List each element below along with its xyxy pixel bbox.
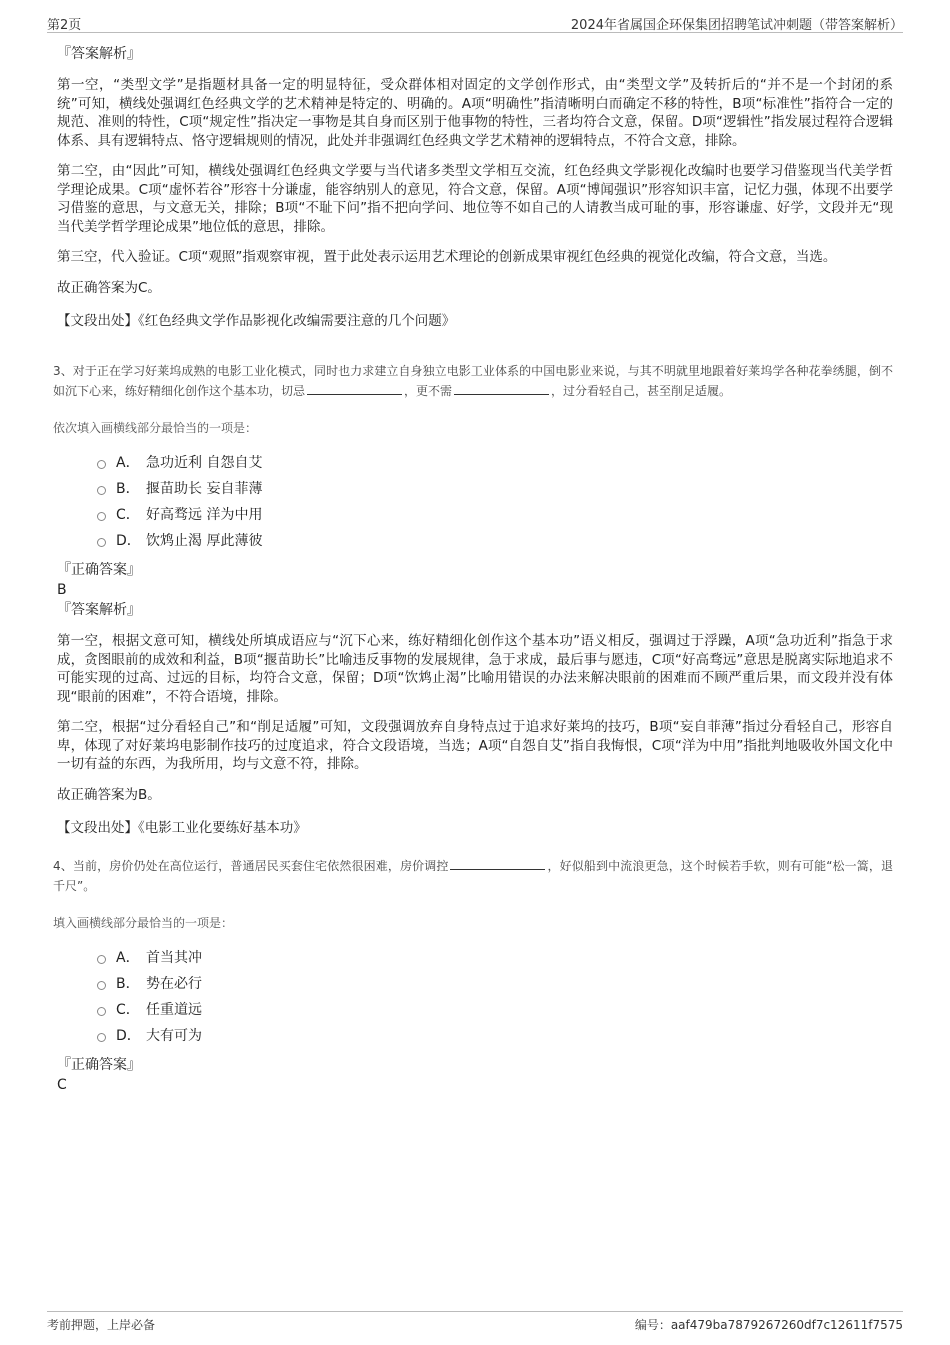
option-c[interactable]: C． 好高骛远 洋为中用 <box>97 502 893 528</box>
correct-answer: B <box>57 582 67 598</box>
fill-blank <box>450 857 545 870</box>
option-d[interactable]: D． 大有可为 <box>97 1023 893 1049</box>
radio-icon[interactable] <box>97 512 106 521</box>
radio-icon[interactable] <box>97 460 106 469</box>
footer-slogan: 考前押题，上岸必备 <box>47 1318 156 1332</box>
page-content <box>53 44 893 1095</box>
question-prompt: 填入画横线部分最恰当的一项是： <box>53 916 234 930</box>
radio-icon[interactable] <box>97 538 106 547</box>
option-list <box>97 945 893 1049</box>
answer-tag: 『正确答案』 <box>57 1057 141 1073</box>
option-c[interactable]: C． 任重道远 <box>97 997 893 1023</box>
page-footer <box>47 1311 903 1336</box>
conclusion: 故正确答案为B。 <box>57 786 161 803</box>
option-d[interactable]: D． 饮鸩止渴 厚此薄彼 <box>97 528 893 554</box>
option-a[interactable]: A． 首当其冲 <box>97 945 893 971</box>
document-code: 编号：aaf479ba7879267260df7c12611f7575 <box>634 1318 903 1332</box>
page-header <box>47 12 903 33</box>
analysis-paragraph: 第二空，由“因此”可知，横线处强调红色经典文学要与当代诸多类型文学相互交流，红色经典文学影视化改编时也要学习借鉴现当代美学哲学理论成果。C项“虚怀若谷”形容十分谦虚，能容纳别人的意见，符合文意，保留。A项“博闻强识”形容知识丰富，记忆力强，体现不出要学习借鉴的意思，与文意无关，排除；B项“不耻下问”指不把向学问、地位等不如自己的人请教当成可耻的事，形容谦虚、好学，文段并无“现当代美学哲学理论成果”地位低的意思，排除。 <box>57 163 893 235</box>
analysis-paragraph: 第三空，代入验证。C项“观照”指观察审视，置于此处表示运用艺术理论的创新成果审视红色经典的视觉化改编，符合文意，当选。 <box>57 249 837 265</box>
analysis-paragraph: 第二空，根据“过分看轻自己”和“削足适履”可知，文段强调放弃自身特点过于追求好莱坞的技巧，B项“妄自菲薄”指过分看轻自己，形容自卑，体现了对好莱坞电影制作技巧的过度追求，符合文段语境，当选；A项“自怨自艾”指自我悔恨，C项“洋为中用”指批判地吸收外国文化中一切有益的东西，为我所用，均与文意不符，排除。 <box>57 719 893 772</box>
analysis-paragraph: 第一空，根据文意可知，横线处所填成语应与“沉下心来，练好精细化创作这个基本功”语义相反，强调过于浮躁，A项“急功近利”指急于求成，贪图眼前的成效和利益，B项“揠苗助长”比喻违反事物的发展规律，急于求成，最后事与愿违，C项“好高骛远”意思是脱离实际地追求不可能实现的过高、过远的目标，均符合文意，保留；D项“饮鸩止渴”比喻用错误的办法来解决眼前的困难而不顾严重后果，而文段并没有体现“眼前的困难”，不符合语境，排除。 <box>57 633 893 705</box>
radio-icon[interactable] <box>97 955 106 964</box>
question-stem: 3、对于正在学习好莱坞成熟的电影工业化模式，同时也力求建立自身独立电影工业体系的中国电影业来说，与其不明就里地跟着好莱坞学各种花拳绣腿，倒不如沉下心来，练好精细化创作这个基本功，切忌 ，更不需 ，过分看轻自己，甚至削足适履。 <box>53 364 893 398</box>
option-b[interactable]: B． 揠苗助长 妄自菲薄 <box>97 476 893 502</box>
correct-answer: C <box>57 1077 67 1093</box>
analysis-tag: 『答案解析』 <box>57 602 141 618</box>
answer-tag: 『正确答案』 <box>57 562 141 578</box>
fill-blank <box>454 382 549 395</box>
radio-icon[interactable] <box>97 1033 106 1042</box>
option-a[interactable]: A． 急功近利 自怨自艾 <box>97 450 893 476</box>
option-list <box>97 450 893 554</box>
question-stem: 4、当前，房价仍处在高位运行，普通居民买套住宅依然很困难，房价调控 ，好似船到中流浪更急，这个时候若手软，则有可能“松一篙，退千尺”。 <box>53 859 893 893</box>
document-title: 2024年省属国企环保集团招聘笔试冲刺题（带答案解析） <box>570 18 903 33</box>
radio-icon[interactable] <box>97 486 106 495</box>
fill-blank <box>307 382 402 395</box>
radio-icon[interactable] <box>97 1007 106 1016</box>
radio-icon[interactable] <box>97 981 106 990</box>
source-citation: 【文段出处】《红色经典文学作品影视化改编需要注意的几个问题》 <box>57 313 456 329</box>
analysis-tag: 『答案解析』 <box>57 46 141 62</box>
analysis-paragraph: 第一空，“类型文学”是指题材具备一定的明显特征，受众群体相对固定的文学创作形式，由“类型文学”及转折后的“并不是一个封闭的系统”可知，横线处强调红色经典文学的艺术精神是特定的、明确的。A项“明确性”指清晰明白而确定不移的特性，B项“标准性”指符合一定的规范、准则的特性，C项“规定性”指决定一事物是其自身而区别于他事物的特性，三者均符合文意，保留。D项“逻辑性”指发展过程符合逻辑体系、具有逻辑特点、恪守逻辑规则的情况，此处并非强调红色经典文学艺术精神的逻辑特点，不符合文意，排除。 <box>57 77 893 149</box>
option-b[interactable]: B． 势在必行 <box>97 971 893 997</box>
question-prompt: 依次填入画横线部分最恰当的一项是： <box>53 421 258 435</box>
conclusion: 故正确答案为C。 <box>57 279 161 296</box>
page-number: 第2页 <box>47 18 82 33</box>
source-citation: 【文段出处】《电影工业化要练好基本功》 <box>57 820 307 836</box>
